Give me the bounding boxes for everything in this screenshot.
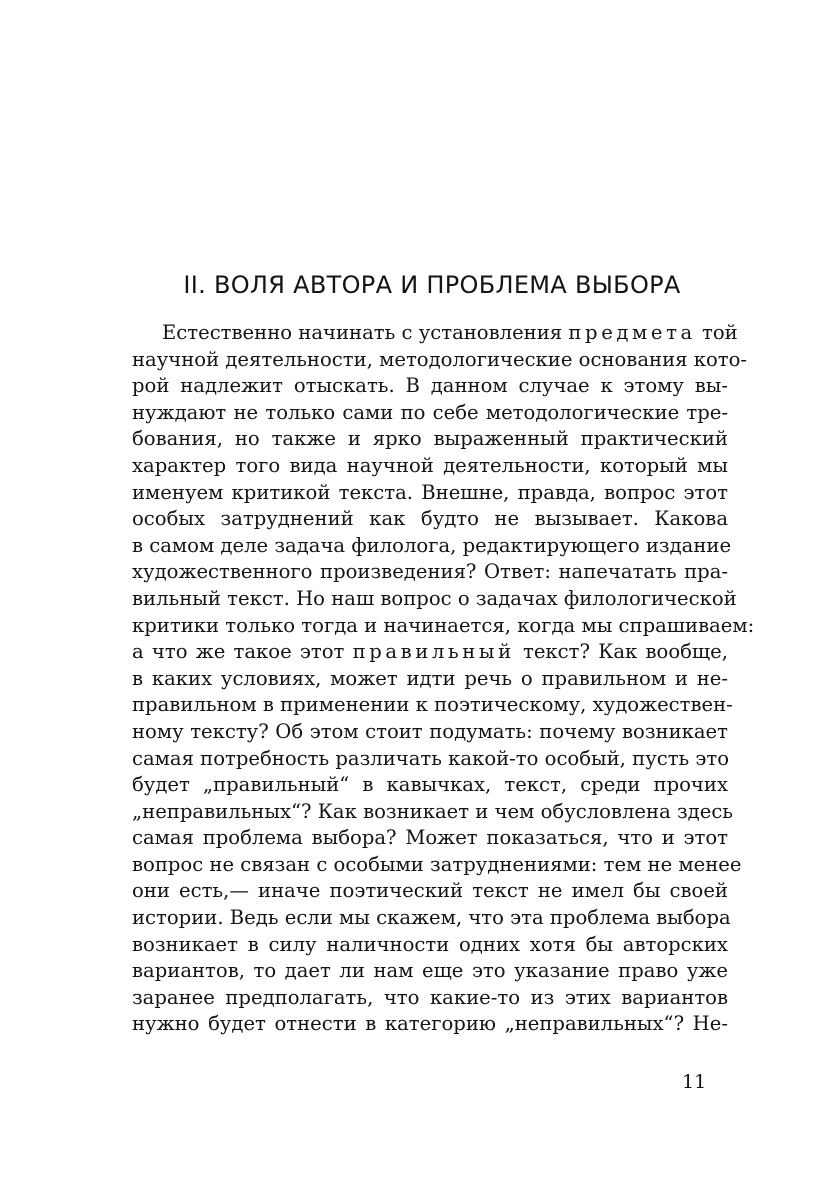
text-line: возникает в силу наличности одних хотя бы авторских <box>132 932 728 956</box>
text-line: характер того вида научной деятельности, который мы <box>132 453 728 477</box>
text-line: вариантов, то дает ли нам еще это указание право уже <box>132 959 728 983</box>
text-line: истории. Ведь если мы скажем, что эта проблема выбора <box>132 906 731 930</box>
emphasis-spaced: предмета <box>568 321 696 344</box>
text-line: рой надлежит отыскать. В данном случае к этому вы- <box>132 374 728 398</box>
body-text <box>132 320 755 1038</box>
text-line: Естественно начинать с установления предмета той <box>162 321 738 344</box>
text-line: в самом деле задача филолога, редактирующего издание <box>132 533 732 557</box>
text-line: „неправильных“? Как возникает и чем обусловлена здесь <box>132 799 733 823</box>
chapter-title: II. ВОЛЯ АВТОРА И ПРОБЛЕМА ВЫБОРА <box>183 271 681 299</box>
text-line: именуем критикой текста. Внешне, правда, вопрос этот <box>132 480 728 504</box>
text-line: заранее предполагать, что какие-то из этих вариантов <box>132 985 728 1009</box>
text-line: нуждают не только сами по себе методологические тре- <box>132 400 728 424</box>
text-line: нужно будет отнести в категорию „неправильных“? Не- <box>132 1012 728 1036</box>
text-line: бования, но также и ярко выраженный практический <box>132 427 728 451</box>
text-line: художественного произведения? Ответ: напечатать пра- <box>132 560 728 584</box>
text-line: они есть,— иначе поэтический текст не имел бы своей <box>132 879 728 903</box>
text-line: в каких условиях, может идти речь о правильном и не- <box>132 666 728 690</box>
text-line: будет „правильный“ в кавычках, текст, среди прочих <box>132 773 728 797</box>
text-line: самая проблема выбора? Может показаться, что и этот <box>132 826 728 850</box>
text-line: вильный текст. Но наш вопрос о задачах филологической <box>132 586 737 610</box>
page-number: 11 <box>682 1071 707 1093</box>
emphasis-spaced: правильный <box>352 640 515 664</box>
text-line: особых затруднений как будто не вызывает. Какова <box>132 507 728 531</box>
text-line: правильном в применении к поэтическому, художествен- <box>132 693 733 717</box>
text-line: научной деятельности, методологические основания кото- <box>132 347 748 371</box>
text-line: а что же такое этот правильный текст? Как вообще, <box>132 640 728 664</box>
text-line: самая потребность различать какой-то особый, пусть это <box>132 746 730 770</box>
text-line: критики только тогда и начинается, когда мы спрашиваем: <box>132 613 755 637</box>
text-line: вопрос не связан с особыми затруднениями: тем не менее <box>132 852 742 876</box>
text-line: ному тексту? Об этом стоит подумать: почему возникает <box>132 719 728 743</box>
